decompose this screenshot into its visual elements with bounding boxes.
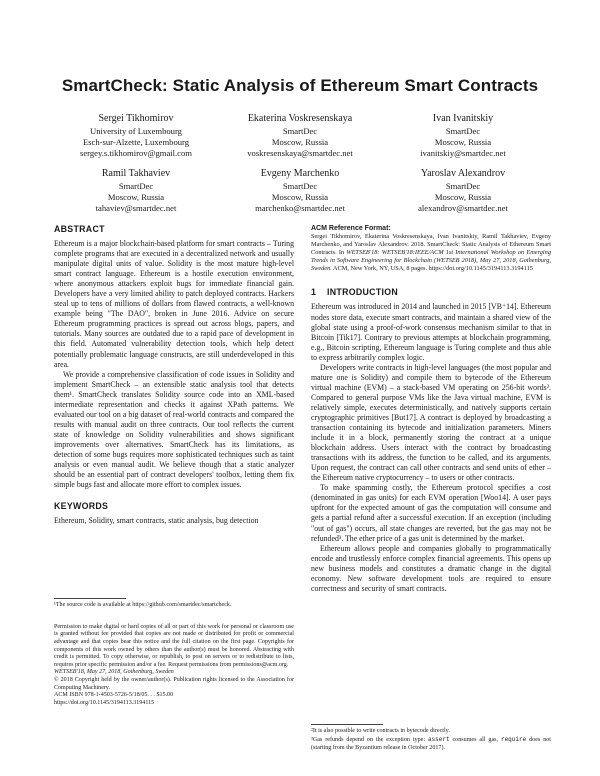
author-affiliation: SmartDec (445, 126, 481, 136)
paper-title: SmartCheck: Static Analysis of Ethereum Smart Contracts (61, 76, 539, 95)
author-affiliation: SmartDec (282, 181, 318, 191)
author-email: alexandrov@smartdec.net (418, 203, 508, 214)
footnote-part: ³Gas refunds depend on the exception type: (311, 736, 428, 743)
isbn-line: ACM ISBN 978-1-4503-5726-5/18/05. . . $15.00 (54, 692, 174, 699)
author-affiliation: SmartDec (282, 126, 318, 136)
permission-notice: Permission to make digital or hard copies of all or part of this work for personal or classroom use is granted without fee provided that copies are not made or distributed for profit or commercial advantage and that copies bear this notice and the full citation on the first page. Copyrights for components of this work owned by others than the author(s) must be honored. Abstracting with credit is permitted. To copy otherwise, or republish, to post on servers or to redistribute to lists, requires prior specific permission and/or a fee. Request permissions from permissions@acm.org. (54, 623, 294, 668)
footnote: ¹The source code is available at https://github.com/smartdec/smartcheck. (54, 602, 232, 608)
author-block (368, 112, 558, 160)
author-name: Ramil Takhaviev (101, 168, 171, 179)
right-footer (311, 724, 551, 752)
acm-reference-label: ACM Reference Format: (311, 225, 391, 232)
author-affiliation: University of Luxembourg (90, 126, 182, 136)
author-location: Moscow, Russia (434, 192, 492, 203)
copyright-line: © 2018 Copyright held by the owner/author(s). Publication rights licensed to the Association for Computing Machinery. (54, 676, 294, 691)
author-location: Moscow, Russia (271, 137, 329, 148)
keywords-heading: KEYWORDS (54, 501, 109, 512)
footnote (311, 736, 551, 753)
footnote-rule (54, 598, 126, 599)
acm-reference-part: ACM, New York, NY, USA, 8 pages. https://doi.org/10.1145/3194113.3194115 (331, 265, 533, 273)
doi-line: https://doi.org/10.1145/3194113.3194115 (54, 699, 155, 706)
author-location: Esch-sur-Alzette, Luxembourg (82, 137, 190, 148)
author-location: Moscow, Russia (434, 137, 492, 148)
intro-paragraph: Ethereum was introduced in 2014 and launched in 2015 [VB⁺14]. Ethereum nodes store data, execute smart contracts, and maintain a shared view of the global state using a proof-of-work consensus mechanism similar to that in Bitcoin [Tik17]. Contrary to previous attempts at blockchain programming, e.g., Bitcoin scripting, Ethereum language is Turing complete and thus able to express arbitrarily complex logic. (311, 302, 551, 362)
author-email: tahaviev@smartdec.net (95, 203, 177, 214)
author-name: Ekaterina Voskresenskaya (247, 113, 353, 124)
footnote-code: assert (427, 735, 450, 743)
author-name: Evgeny Marchenko (260, 168, 340, 179)
left-footer (54, 598, 294, 707)
right-column (311, 224, 551, 594)
author-location: Moscow, Russia (107, 192, 165, 203)
section-number: 1 (311, 287, 317, 298)
author-block (368, 167, 558, 215)
author-email: sergey.s.tikhomirov@gmail.com (80, 148, 192, 159)
author-name: Yaroslav Alexandrov (420, 168, 506, 179)
acm-reference-venue: WETSEB'18: WETSEB'18:IEEE/ACM 1st International Workshop on Emerging Trends in Software Engineering for Blockchain (WETSEB 2018), May 27, 2018, Gothenburg, Sweden. (311, 249, 551, 273)
acm-reference-text (311, 233, 551, 273)
author-email: ivanitskiy@smartdec.net (420, 148, 506, 159)
footnote-rule (311, 724, 383, 725)
author-email: voskresenskaya@smartdec.net (247, 148, 353, 159)
abstract-heading: ABSTRACT (54, 224, 105, 234)
venue-line: WETSEB'18, May 27, 2018, Gothenburg, Sweden (54, 669, 174, 676)
intro-paragraph: Developers write contracts in high-level languages (the most popular and mature one is Solidity) and compile them to bytecode of the Ethereum virtual machine (EVM) – a stack-based VM operating on 256-bit words². Compared to general purpose VMs like the Java virtual machine, EVM is relatively simple, executes deterministically, and natively supports certain cryptographic primitives [But17]. A contract is deployed by broadcasting a transaction containing its bytecode and initialization parameters. Miners include it in a block, permanently storing the contract at a unique blockchain address. Users interact with the contract by broadcasting transactions with its address, the function to be called, and its arguments. Upon request, the contract can call other contracts and send units of ether – the Ethereum native cryptocurrency – to users or other contracts. (311, 362, 551, 483)
abstract-paragraph: Ethereum is a major blockchain-based platform for smart contracts – Turing complete programs that are executed in a decentralized network and usually manipulate digital units of value. Solidity is the most mature high-level smart contract language. Ethereum is a hostile execution environment, where anonymous attackers exploit bugs for immediate financial gain. Developers have a very limited ability to patch deployed contracts. Hackers steal up to tens of millions of dollars from flawed contracts, a well-known example being "The DAO", broken in June 2016. Advice on secure Ethereum programming practices is spread out across blogs, papers, and tutorials. Many sources are outdated due to a rapid pace of development in this field. Automated vulnerability detection tools, which help detect potentially problematic language constructs, are still underdeveloped in this area. (54, 239, 294, 369)
author-affiliation: SmartDec (445, 181, 481, 191)
footnote: ²It is also possible to write contracts in bytecode directly. (311, 728, 450, 734)
intro-heading (311, 287, 551, 298)
author-name: Ivan Ivanitskiy (432, 113, 494, 124)
author-email: marchenko@smartdec.net (255, 203, 345, 214)
left-column (54, 224, 294, 526)
author-block (205, 167, 395, 215)
footnote-part: consumes all gas, (449, 736, 501, 743)
abstract-paragraph: We provide a comprehensive classification of code issues in Solidity and implement SmartCheck – an extensible static analysis tool that detects them¹. SmartCheck translates Solidity source code into an XML-based intermediate representation and checks it against XPath patterns. We evaluated our tool on a big dataset of real-world contracts and compared the results with manual audit on three contracts. Our tool reflects the current state of knowledge on Solidity vulnerabilities and shows significant improvements over alternatives. SmartCheck has its limitations, as detection of some bugs requires more sophisticated techniques such as taint analysis or even manual audit. We believe though that a static analyzer should be an essential part of contract developers' toolbox, letting them fix simple bugs fast and allocate more effort to complex issues. (54, 369, 294, 490)
acm-reference-part: Sergei Tikhomirov, Ekaterina Voskresenskaya, Ivan Ivanitskiy, Ramil Takhaviev, Evgeny Marchenko, and Yaroslav Alexandrov. 2018. SmartCheck: Static Analysis of Ethereum Smart Contracts. In (311, 233, 551, 257)
keywords-text: Ethereum, Solidity, smart contracts, static analysis, bug detection (54, 516, 259, 526)
author-block (205, 112, 395, 160)
author-affiliation: SmartDec (118, 181, 154, 191)
intro-paragraph: To make spamming costly, the Ethereum protocol specifies a cost (denominated in gas units) for each EVM operation [Woo14]. A user pays upfront for the expected amount of gas the computation will consume and gets a partial refund after a successful execution. If an exception (including "out of gas") occurs, all state changes are reverted, but the gas may not be refunded³. The ether price of a gas unit is determined by the market. (311, 483, 551, 543)
author-name: Sergei Tikhomirov (98, 113, 174, 124)
section-title: INTRODUCTION (327, 287, 399, 298)
footnote-code: require (500, 735, 527, 743)
intro-paragraph: Ethereum allows people and companies globally to programmatically encode and trustlessly enforce complex financial agreements. This opens up new business models and constitutes a dramatic change in the digital economy. New software development tools are required to ensure correctness and security of smart contracts. (311, 543, 551, 593)
footnote-part: does not (starting from the Byzantium release in October 2017). (311, 736, 551, 751)
author-block (41, 112, 231, 160)
author-location: Moscow, Russia (271, 192, 329, 203)
author-block (41, 167, 231, 215)
